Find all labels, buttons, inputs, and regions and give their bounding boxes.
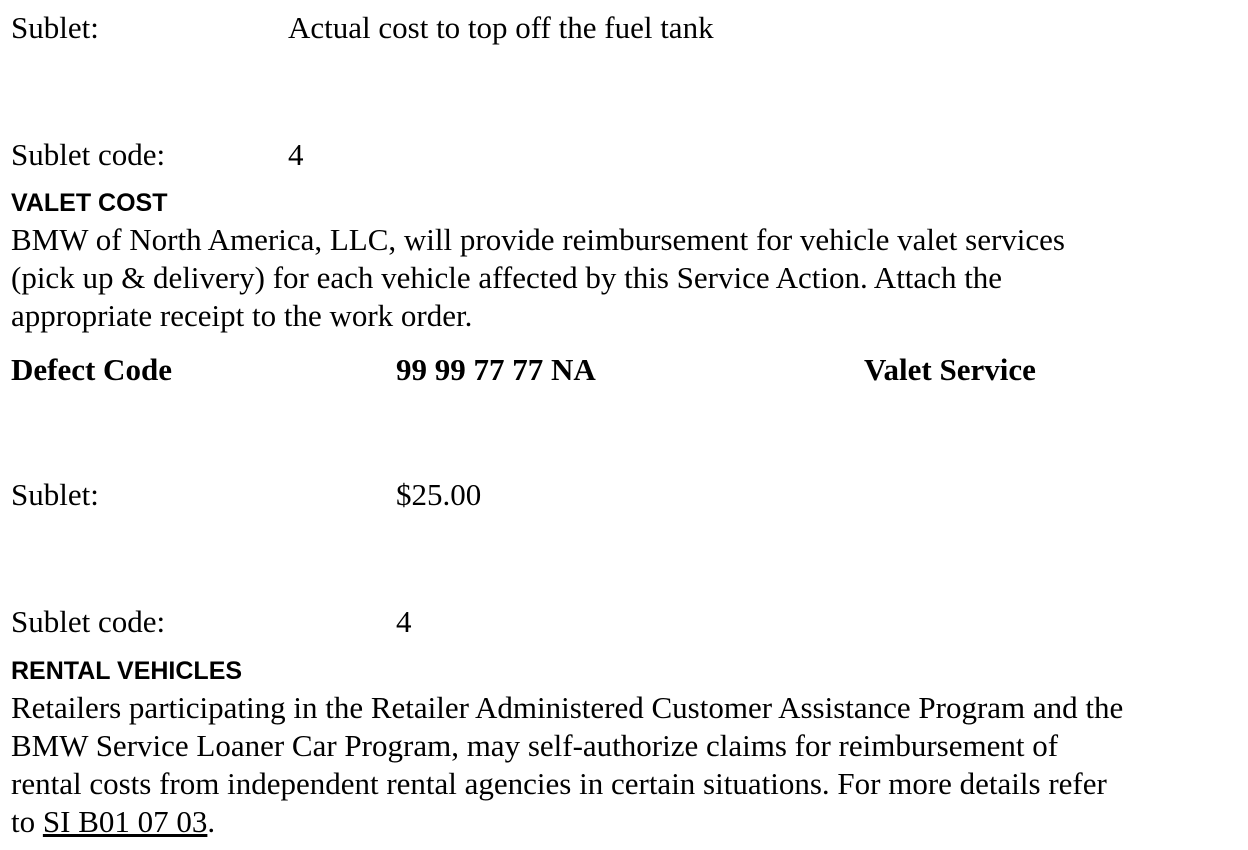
rental-vehicles-heading: RENTAL VEHICLES xyxy=(11,657,243,685)
valet-sublet-code-label: Sublet code: xyxy=(11,604,166,639)
rental-paragraph-line: rental costs from independent rental agencies in certain situations. For more details refer xyxy=(11,766,1107,801)
rental-paragraph-last-line xyxy=(11,803,1241,841)
rental-paragraph-line: BMW Service Loaner Car Program, may self-authorize claims for reimbursement of xyxy=(11,728,1059,763)
valet-sublet-label: Sublet: xyxy=(11,477,99,512)
valet-sublet-code-value: 4 xyxy=(396,604,412,639)
valet-cost-paragraph xyxy=(11,221,1241,335)
si-reference-link[interactable]: SI B01 07 03 xyxy=(42,804,208,839)
defect-code-label: Defect Code xyxy=(11,352,172,387)
valet-paragraph-line: BMW of North America, LLC, will provide reimbursement for vehicle valet services xyxy=(11,222,1065,257)
rental-last-line-prefix: to xyxy=(11,804,43,839)
fuel-sublet-code-value: 4 xyxy=(288,137,304,172)
fuel-sublet-label: Sublet: xyxy=(11,10,99,45)
defect-code-value: 99 99 77 77 NA xyxy=(396,352,596,387)
defect-code-description: Valet Service xyxy=(864,352,1036,387)
fuel-sublet-value: Actual cost to top off the fuel tank xyxy=(288,10,714,45)
rental-vehicles-paragraph xyxy=(11,689,1241,841)
valet-sublet-value: $25.00 xyxy=(396,477,482,512)
rental-last-line-suffix: . xyxy=(207,804,216,839)
valet-paragraph-line: appropriate receipt to the work order. xyxy=(11,298,473,333)
valet-cost-heading: VALET COST xyxy=(11,189,168,217)
fuel-sublet-code-label: Sublet code: xyxy=(11,137,166,172)
valet-paragraph-line: (pick up & delivery) for each vehicle affected by this Service Action. Attach the xyxy=(11,260,1003,295)
rental-paragraph-line: Retailers participating in the Retailer Administered Customer Assistance Program and the xyxy=(11,690,1124,725)
